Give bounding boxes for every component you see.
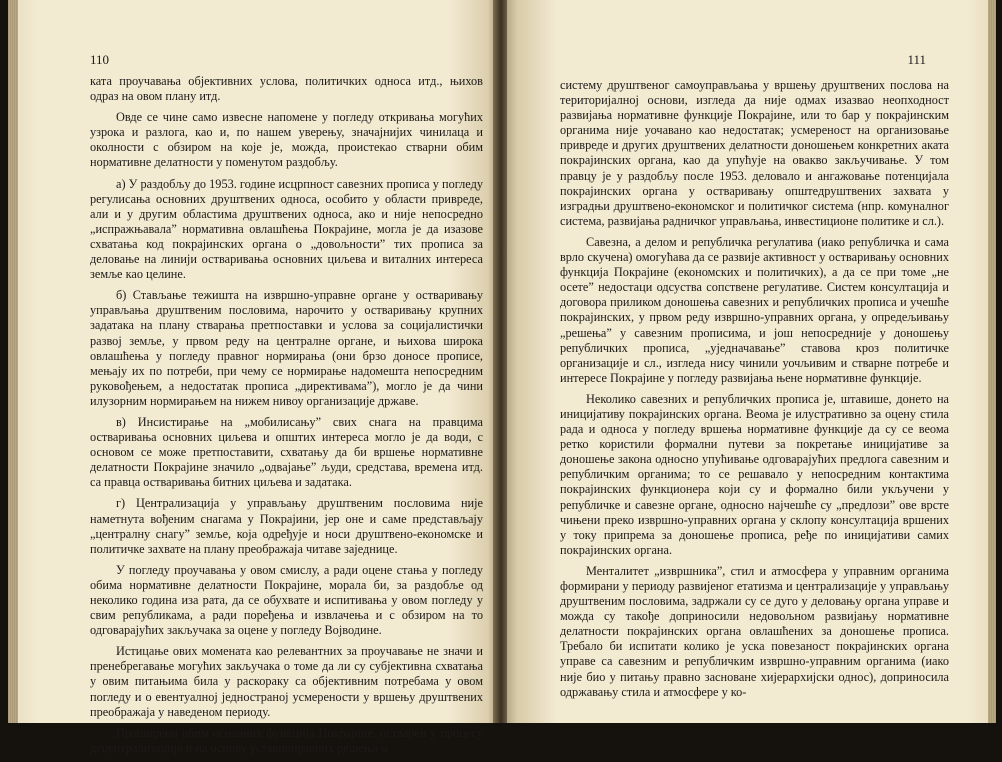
page-edges-right — [988, 0, 996, 723]
left-page-text — [90, 74, 483, 762]
paragraph: Овде се чине само извесне напомене у погледу откривања могућих узрока и разлога, као и, по нашем уверењу, значајнијих чинилаца и околности с обзиром на које је, можда, проистекао стварни обим нормативне делатности у поменутом раздобљу. — [90, 110, 483, 170]
paragraph: в) Инсистирање на „мобилисању” свих снага на правцима остваривања основних циљева и општих интереса могло је да води, с основом се може претпоставити, схватању да би вршење нормативне делатности Покрајине значило „одвајање” људи, средстава, времена итд. са правца остваривања битних циљева и задатака. — [90, 414, 483, 490]
paragraph: У погледу проучавања у овом смислу, а ради оцене стања у погледу обима нормативне делатности Покрајине, морала би, за раздобље од неколико година иза рата, да се обухвате и испитивања у овом погледу у свим републикама, а ради поређења и извлачења и с обзиром на то одговарајућих закључака за оцене у погледу Војводине. — [90, 562, 483, 638]
paragraph: Истицање ових момената као релевантних за проучавање не значи и пренебрегавање могућих закључака о томе да ли су субјективна схватања у овим питањима била у раскораку са објективним потребама у овом погледу и о евентуалној једностраној усмерености у вршењу друштвених преображаја у наведеном периоду. — [90, 644, 483, 719]
paragraph: Неколико савезних и републичких прописа је, штавише, донето на иницијативу покрајинских органа. Веома је илустративно за оцену стила рада и односа у погледу вршења нормативне функције да су се веома ретко користили формални путеви за покретање иницијативе за доношење закона односно упућивање одговарајућих предлога савезним и републичким органима; то се решавало у непосредним контактима покрајинских функционера који су и формално били укључени у републичке и савезне органе, односно најчешће су „предлози” ове врсте чињени преко извршно-управних органа у склопу консултација вршених у току припрема за доношење прописа, ређе по иницијативи самих покрајинских органа. — [560, 391, 949, 557]
paragraph: Савезна, а делом и републичка регулатива (иако републичка и сама врло скучена) омогућава да се развије активност у остваривању основних функција Покрајине (економских и политичких), а да се при томе „не осете” недостаци одсуства сопствене регулативе. Систем консултација и договора приликом доношења савезних и републичких прописа и учешће покрајинских, у првом реду извршно-управних органа, у опредељивању „решења” у савезним прописима, и још непосредније у доношењу републичких прописа, „уједначавање” ставова кроз политичке организације и сл., изгледа нису чинили уочљивим и стварне потребе и интересе Покрајине у погледу развијања њене нормативне функције. — [560, 234, 949, 385]
page-number-right: 111 — [907, 52, 926, 67]
right-page — [507, 0, 996, 723]
paragraph: Проширени обим основних функција Покрајине, остварен у процесу децентрализације и на основу уставноправних решења о — [90, 725, 483, 755]
paragraph: б) Стављање тежишта на извршно-управне органе у остваривању управљања друштвеним пословима, нарочито у остваривању крупних задатака на плану стварања претпоставки и услова за социјалистички развој земље, у првом реду на централне органе, и њихова широка овлашћења у погледу правног нормирања (они брзо доносе прописе, мењају их по потреби, при чему се нормирање надомешта непосредним руковођењем, а недостатак прописа „директивама”), могло је да чини илузорним нормирањем на нижем нивоу организације државе. — [90, 288, 483, 408]
left-page — [8, 0, 495, 755]
paragraph: Менталитет „извршника”, стил и атмосфера у управним органима формирани у периоду развијеног етатизма и централизације у управљању друштвеним пословима, задржали су се дуго у деловању органа управе и можда су такође доприносили недовољном развијању нормативне делатности покрајинских органа овлашћених за доношење прописа. Требало би испитати колико је уска повезаност покрајинских органа управе са савезним и републичким извршно-управним органима (иако није био у питању правно засноване хијерархијски однос), доприносила одржавању стила и атмосфере у ко- — [560, 563, 949, 699]
page-number-left: 110 — [90, 52, 110, 67]
paragraph: а) У раздобљу до 1953. године исцрпност савезних прописа у погледу регулисања основних друштвених односа, особито у области привреде, али и у другим областима друштвених односа, ако и није непосредно „испражњавала” нормативна овлашћења Покрајине, могла је да изазове схватања код покрајинских органа о „довољности” тих прописа за деловање на линији остваривања основних циљева и виталних интереса земље као целине. — [90, 176, 483, 282]
paragraph: систему друштвеног самоуправљања у вршењу друштвених послова на територијалној основи, изгледа да није одмах изазвао неопходност развијања нормативне функције Покрајине, или то бар у покрајинским органима није уочавано као недостатак; усмереност на организовање привреде и других друштвених делатности доношењем конкретних аката покрајинских органа, као да упућује на овакво закључивање. У том правцу је у раздобљу после 1953. деловало и ангажовање потенцијала покрајинских органа у остваривању општедруштвених захвата у изградњи друштвено-економског и политичког система (нпр. комуналног система, развијања радничког управљања, инвестиционе политике и сл.). — [560, 78, 949, 228]
right-page-text — [560, 78, 949, 706]
page-edges-left — [8, 0, 18, 723]
paragraph: г) Централизација у управљању друштвеним пословима није наметнута вођеним снагама у Покрајини, јер оне и саме представљају „централну снагу” земље, која одређује и носи друштвено-економске и политичке захвате на плану преображаја читаве заједнице. — [90, 496, 483, 556]
paragraph: ката проучавања објективних услова, политичких односа итд., њихов одраз на овом плану итд. — [90, 74, 483, 104]
